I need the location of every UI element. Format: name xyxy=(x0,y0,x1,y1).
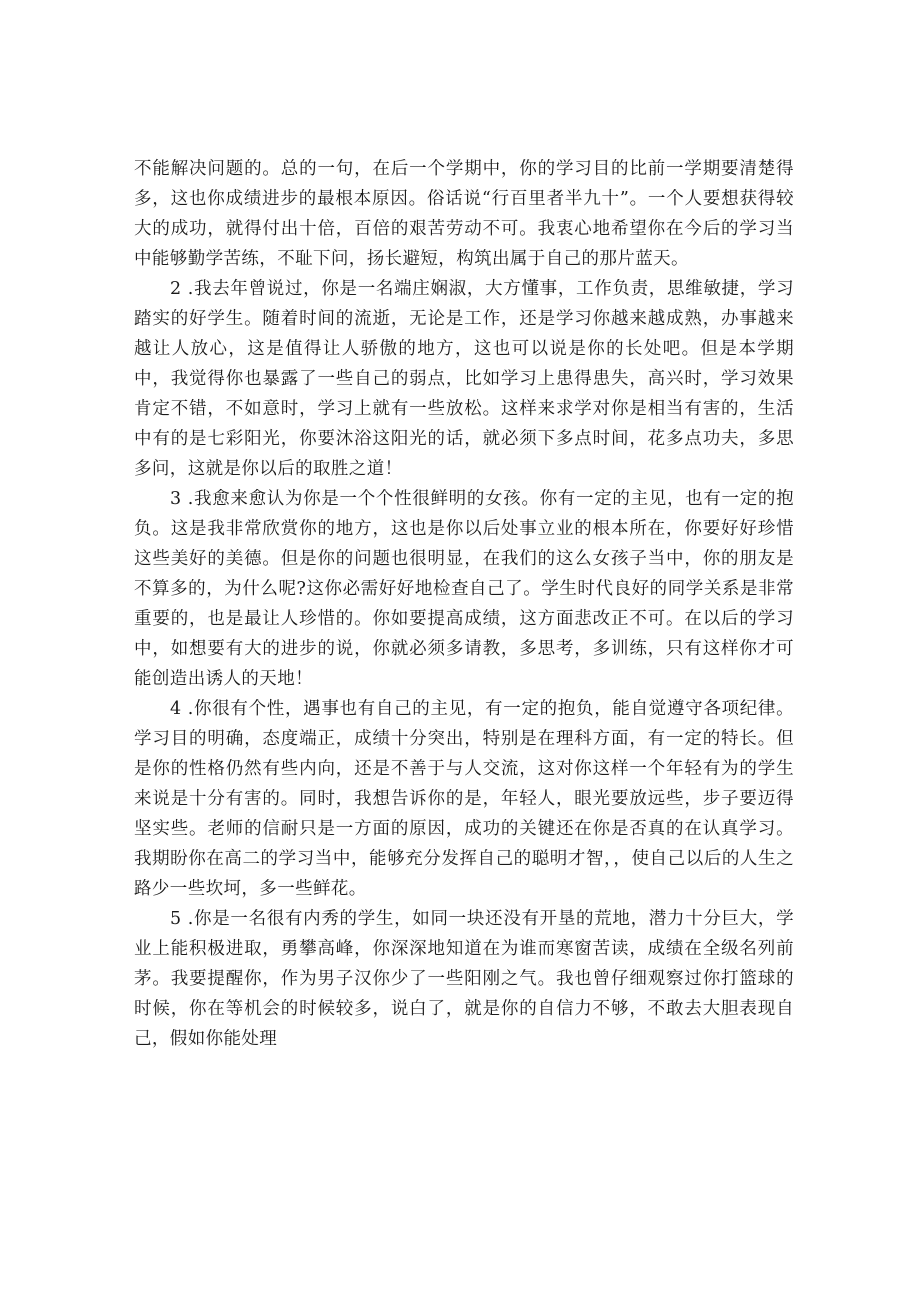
paragraph-comment-5: 5 .你是一名很有内秀的学生，如同一块还没有开垦的荒地，潜力十分巨大，学业上能积极进取，勇攀高峰，你深深地知道在为谁而寒窗苦读，成绩在全级名列前茅。我要提醒你，作为男子汉你少了一些阳刚之气。我也曾仔细观察过你打篮球的时候，你在等机会的时候较多，说白了，就是你的自信力不够，不敢去大胆表现自己，假如你能处理 xyxy=(134,909,794,1049)
paragraph-comment-2: 2 .我去年曾说过，你是一名端庄娴淑，大方懂事，工作负责，思维敏捷，学习踏实的好学生。随着时间的流逝，无论是工作，还是学习你越来越成熟，办事越来越让人放心，这是值得让人骄傲的地方，这也可以说是你的长处吧。但是本学期中，我觉得你也暴露了一些自己的弱点，比如学习上患得患失，高兴时，学习效果肯定不错，不如意时，学习上就有一些放松。这样来求学对你是相当有害的，生活中有的是七彩阳光，你要沐浴这阳光的话，就必须下多点时间，花多点功夫，多思多问，这就是你以后的取胜之道！ xyxy=(134,279,794,479)
paragraph-comment-3: 3 .我愈来愈认为你是一个个性很鲜明的女孩。你有一定的主见，也有一定的抱负。这是我非常欣赏你的地方，这也是你以后处事立业的根本所在，你要好好珍惜这些美好的美德。但是你的问题也很明显，在我们的这么女孩子当中，你的朋友是不算多的，为什么呢?这你必需好好地检查自己了。学生时代良好的同学关系是非常重要的，也是最让人珍惜的。你如要提高成绩，这方面悲改正不可。在以后的学习中，如想要有大的进步的说，你就必须多请教，多思考，多训练，只有这样你才可能创造出诱人的天地！ xyxy=(134,489,794,689)
paragraph-continuation: 不能解决问题的。总的一句，在后一个学期中，你的学习目的比前一学期要清楚得多，这也你成绩进步的最根本原因。俗话说“行百里者半九十”。一个人要想获得较大的成功，就得付出十倍，百倍的艰苦劳动不可。我衷心地希望你在今后的学习当中能够勤学苦练，不耻下问，扬长避短，构筑出属于自己的那片蓝天。 xyxy=(134,159,794,269)
paragraph-comment-4: 4 .你很有个性，遇事也有自己的主见，有一定的抱负，能自觉遵守各项纪律。学习目的明确，态度端正，成绩十分突出，特别是在理科方面，有一定的特长。但是你的性格仍然有些内向，还是不善于与人交流，这对你这样一个年轻有为的学生来说是十分有害的。同时，我想告诉你的是，年轻人，眼光要放远些，步子要迈得坚实些。老师的信耐只是一方面的原因，成功的关键还在你是否真的在认真学习。我期盼你在高二的学习当中，能够充分发挥自己的聪明才智，，使自己以后的人生之路少一些坎坷，多一些鲜花。 xyxy=(134,699,794,899)
document-page xyxy=(134,154,794,1054)
